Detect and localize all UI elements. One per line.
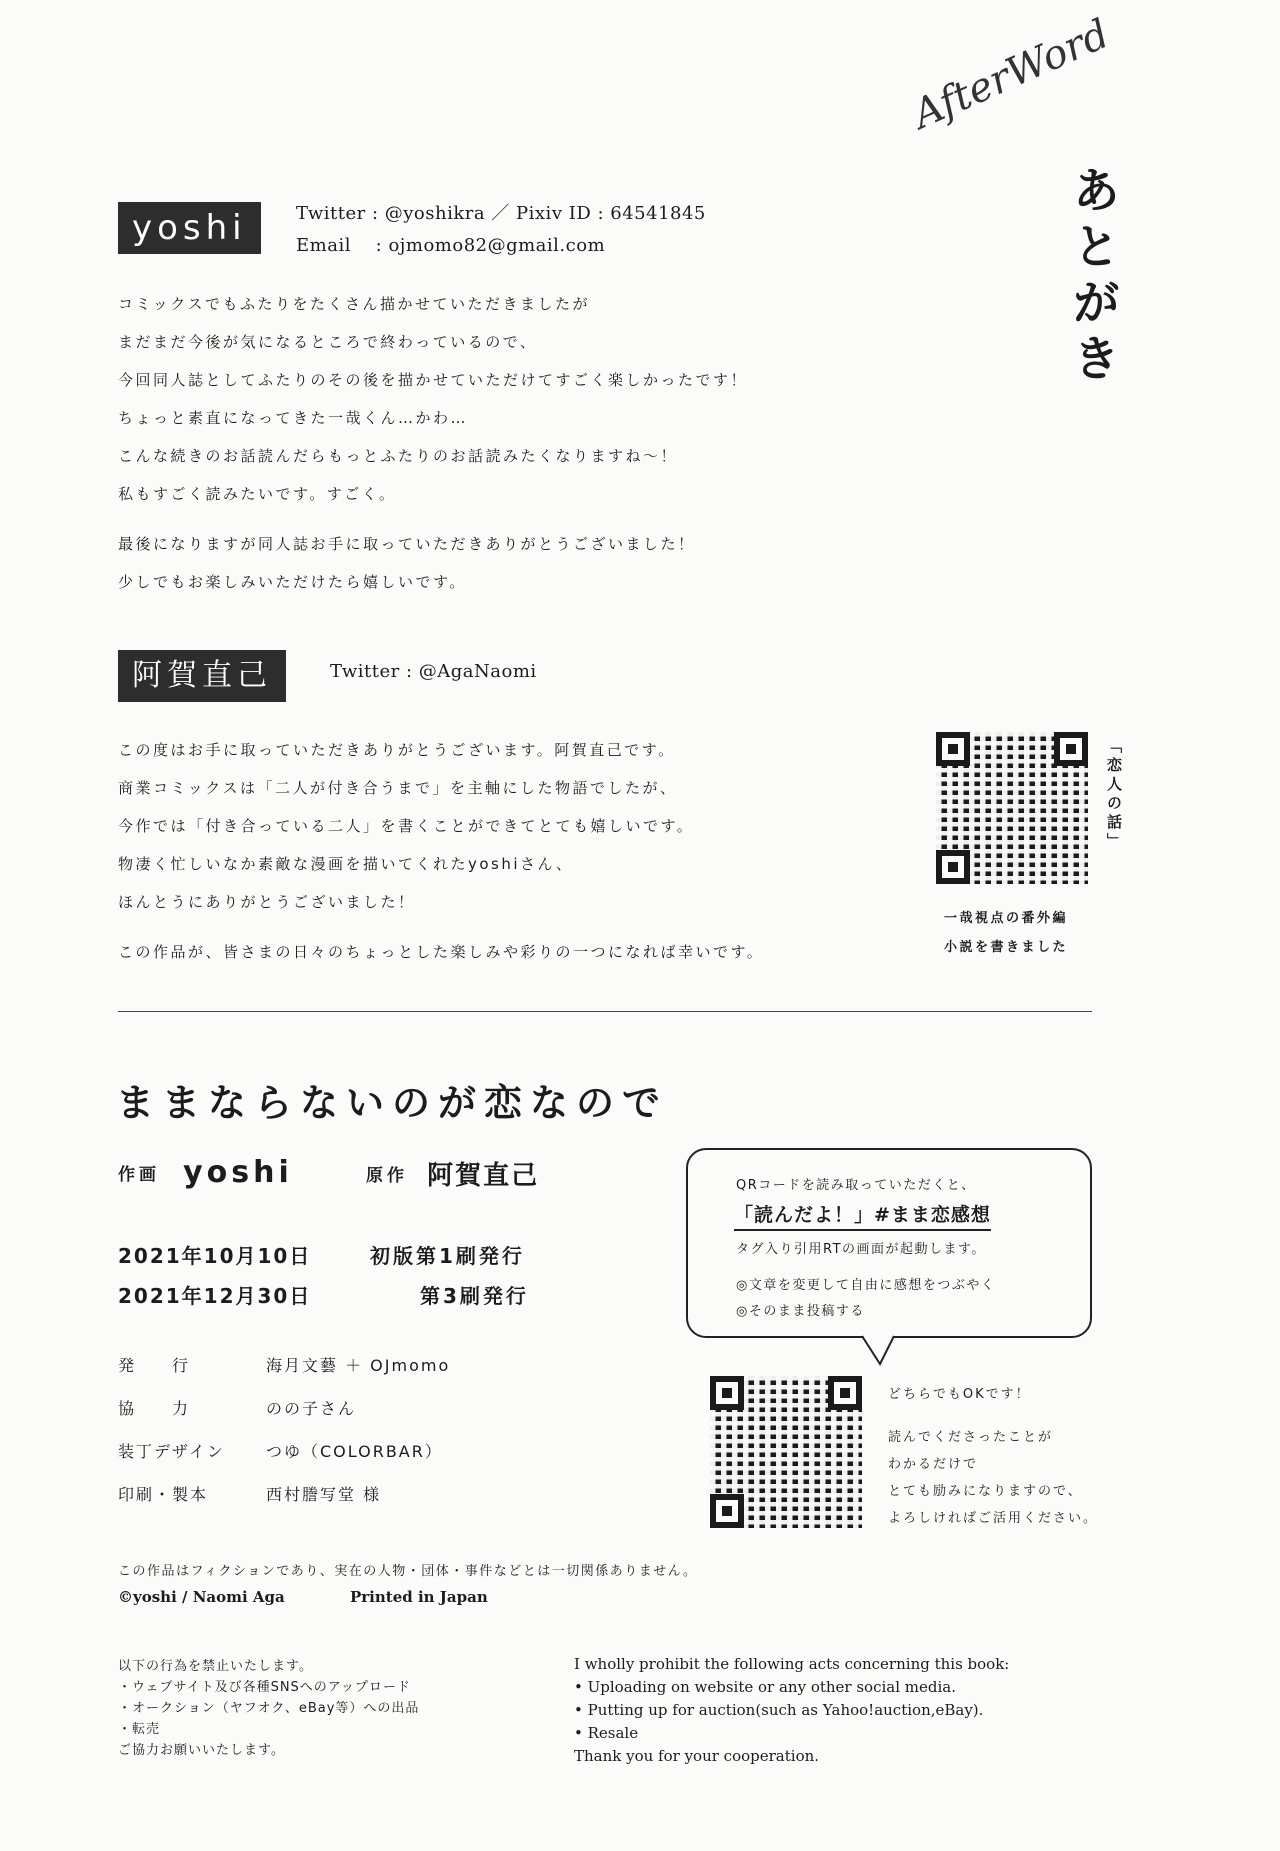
credit-value: のの子さん (266, 1399, 357, 1418)
text-line: よろしければご活用ください。 (888, 1511, 1099, 1526)
text-line: 小説を書きました (944, 940, 1069, 955)
text-line: 物凄く忙しいなか素敵な漫画を描いてくれたyoshiさん、 (118, 855, 574, 873)
text-line: 以下の行為を禁止いたします。 (118, 1659, 313, 1674)
text-line: ・オークション（ヤフオク、eBay等）への出品 (118, 1701, 420, 1716)
text-line: ・転売 (118, 1722, 161, 1737)
text-line: ・ウェブサイト及び各種SNSへのアップロード (118, 1680, 411, 1695)
credit-value: つゆ（COLORBAR） (266, 1442, 443, 1461)
text-line: 私もすごく読みたいです。すごく。 (118, 485, 397, 503)
credit-key: 装丁デザイン (118, 1442, 225, 1461)
text-line: わかるだけで (888, 1457, 979, 1472)
story-value: 阿賀直己 (427, 1161, 540, 1191)
credit-value: 西村謄写堂 様 (266, 1485, 382, 1504)
qr-note (888, 1380, 1098, 1532)
qr-code-review[interactable] (710, 1376, 862, 1528)
text-line: コミックスでもふたりをたくさん描かせていただきましたが (118, 295, 591, 313)
publish-date-2: 2021年12月30日 (118, 1284, 312, 1308)
text-line: Thank you for your cooperation. (574, 1747, 820, 1765)
text-line: こんな続きのお話読んだらもっとふたりのお話読みたくなりますね～！ (118, 447, 679, 465)
credit-key: 発 行 (118, 1356, 191, 1375)
credit-row (118, 1434, 578, 1470)
qr-caption (944, 904, 1068, 962)
yoshi-twitter: Twitter : @yoshikra ／ Pixiv ID : 64541845 (296, 203, 706, 224)
text-line: 少しでもお楽しみいただけたら嬉しいです。 (118, 573, 467, 591)
afterword-script-title: AfterWord (906, 10, 1116, 139)
credit-row (118, 1391, 578, 1427)
speech-bubble-tail (860, 1334, 900, 1368)
aga-message (118, 731, 764, 971)
qr-code-story[interactable] (936, 732, 1088, 884)
edition-2: 第3刷発行 (420, 1284, 529, 1308)
fiction-disclaimer: この作品はフィクションであり、実在の人物・団体・事件などとは一切関係ありません。 (118, 1564, 698, 1579)
text-line: 一哉視点の番外編 (944, 911, 1069, 926)
printed-in-japan: Printed in Japan (350, 1588, 488, 1606)
text-line: I wholly prohibit the following acts concerning this book: (574, 1655, 1010, 1673)
text-line: この作品が、皆さまの日々のちょっとした楽しみや彩りの一つになれば幸いです。 (118, 943, 765, 961)
bubble-line: QRコードを読み取っていただくと、 (736, 1178, 976, 1193)
story-label: 原作 (366, 1166, 408, 1186)
text-line: 今回同人誌としてふたりのその後を描かせていただけてすごく楽しかったです！ (118, 371, 749, 389)
bubble-line: タグ入り引用RTの画面が起動します。 (736, 1242, 986, 1257)
yoshi-email: Email : ojmomo82@gmail.com (296, 235, 606, 256)
yoshi-contact (296, 198, 706, 262)
text-line: 今作では「付き合っている二人」を書くことができてとても嬉しいです。 (118, 817, 695, 835)
text-line: • Uploading on website or any other social media. (574, 1678, 957, 1696)
credit-key: 協 力 (118, 1399, 191, 1418)
text-line: ご協力お願いいたします。 (118, 1743, 285, 1758)
prohibition-jp (118, 1656, 419, 1761)
aga-twitter: Twitter : @AgaNaomi (330, 661, 537, 682)
edition-1: 初版第1刷発行 (370, 1244, 525, 1268)
prohibition-en (574, 1653, 1134, 1768)
copyright: ©yoshi / Naomi Aga (118, 1588, 285, 1606)
text-line: この度はお手に取っていただきありがとうございます。阿賀直己です。 (118, 741, 676, 759)
credit-key: 印刷・製本 (118, 1485, 209, 1504)
text-line: • Putting up for auction(such as Yahoo!auction,eBay). (574, 1701, 984, 1719)
credit-value: 海月文藝 ＋ OJmomo (266, 1356, 451, 1375)
qr-side-label: 「恋人の話」 (1105, 738, 1123, 852)
yoshi-name-tag: yoshi (118, 202, 261, 254)
book-title: ままならないのが恋なので (116, 1081, 669, 1125)
aga-name-tag: 阿賀直己 (118, 650, 286, 702)
text-line: まだまだ今後が気になるところで終わっているので、 (118, 333, 538, 351)
text-line: • Resale (574, 1724, 639, 1742)
text-line: とても励みになりますので、 (888, 1484, 1083, 1499)
art-label: 作画 (118, 1165, 160, 1185)
text-line: ほんとうにありがとうございました！ (118, 893, 416, 911)
credit-row (118, 1348, 578, 1384)
bubble-hashtag: 「読んだよ！」#まま恋感想 (734, 1200, 991, 1231)
speech-bubble (686, 1148, 1092, 1338)
text-line: 読んでくださったことが (888, 1430, 1054, 1445)
art-value: yoshi (183, 1155, 293, 1190)
text-line: 最後になりますが同人誌お手に取っていただきありがとうございました！ (118, 535, 696, 553)
text-line: どちらでもOKです！ (888, 1387, 1031, 1402)
credit-story (366, 1155, 539, 1195)
bubble-option: ◎そのまま投稿する (736, 1304, 865, 1319)
text-line: ちょっと素直になってきた一哉くん…かわ… (118, 409, 469, 427)
bubble-option: ◎文章を変更して自由に感想をつぶやく (736, 1278, 996, 1293)
afterword-vertical-title: あとがき (1064, 165, 1120, 389)
credit-row (118, 1477, 578, 1513)
yoshi-message (118, 285, 748, 601)
publish-date-1: 2021年10月10日 (118, 1244, 312, 1268)
text-line: 商業コミックスは「二人が付き合うまで」を主軸にした物語でしたが、 (118, 779, 678, 797)
section-divider (118, 1011, 1092, 1012)
credit-art (118, 1155, 293, 1195)
credits-list (118, 1348, 578, 1508)
